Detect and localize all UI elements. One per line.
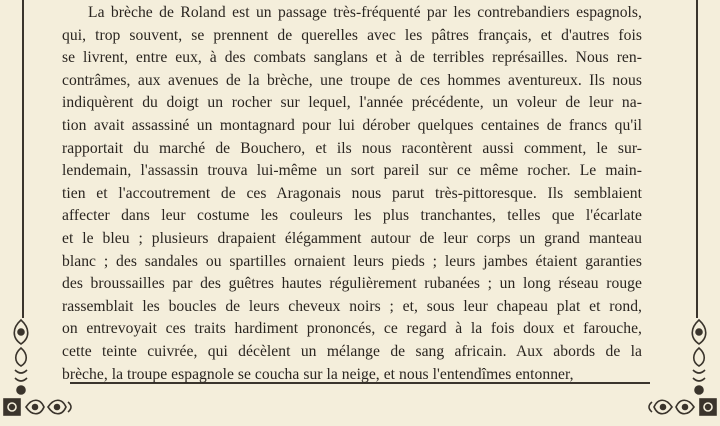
body-text (62, 2, 642, 386)
text-line: se livrent, entre eux, à des combats sanglans et à de terribles représailles. Nous ren- (62, 49, 642, 67)
text-line: qui, trop souvent, se prennent de querelles avec les pâtres français, et d'autres fois (62, 26, 642, 44)
text-line: des broussailles par des guêtres hautes régulièrement rubanées ; un long réseau rouge (62, 275, 642, 293)
bottom-right-ornament (640, 392, 720, 422)
text-line: rapportait du marché de Bouchero, et ils nous racontèrent aussi comment, le sur- (62, 139, 642, 157)
text-line: tien et l'accoutrement de ces Aragonais nous parut très-pittoresque. Ils semblaient (62, 184, 642, 202)
text-line: La brèche de Roland est un passage très-fréquenté par les contrebandiers espagnols, (88, 4, 642, 21)
left-border-ornament (6, 318, 36, 398)
bottom-left-ornament (0, 392, 80, 422)
text-line: brèche, la troupe espagnole se coucha sur la neige, et nous l'entendîmes entonner, (62, 365, 574, 383)
text-line: et le bleu ; plusieurs drapaient élégamment autour de leur corps un grand manteau (62, 229, 642, 247)
text-line: indiquèrent du doigt un rocher sur lequel, l'année précédente, un voleur de leur na- (62, 94, 642, 112)
text-line: affecter dans leur costume les couleurs les plus tranchantes, telles que l'écarlate (62, 207, 642, 225)
text-line: contrâmes, aux avenues de la brèche, une troupe de ces hommes aventureux. Ils nous (62, 71, 642, 89)
right-border-ornament (684, 318, 714, 398)
text-line: blanc ; des sandales ou spartilles ornaient leurs pieds ; leurs jambes étaient garanties (62, 252, 642, 270)
text-line: lendemain, l'assassin trouva lui-même un sort pareil sur ce même rocher. Le main- (62, 162, 642, 180)
text-line: rassemblait les boucles de leurs cheveux noirs ; et, sous leur chapeau plat et rond, (62, 297, 642, 315)
text-line: cette teinte cuivrée, qui décèlent un mélange de sang africain. Aux abords de la (62, 342, 642, 360)
frame-line-right (696, 0, 698, 318)
text-line: tion avait assassiné un montagnard pour lui dérober quelques centaines de francs qu'il (62, 116, 642, 134)
frame-line-left (22, 0, 24, 318)
text-line: on entrevoyait ces traits hardiment prononcés, ce regard à la fois doux et farouche, (62, 320, 642, 338)
